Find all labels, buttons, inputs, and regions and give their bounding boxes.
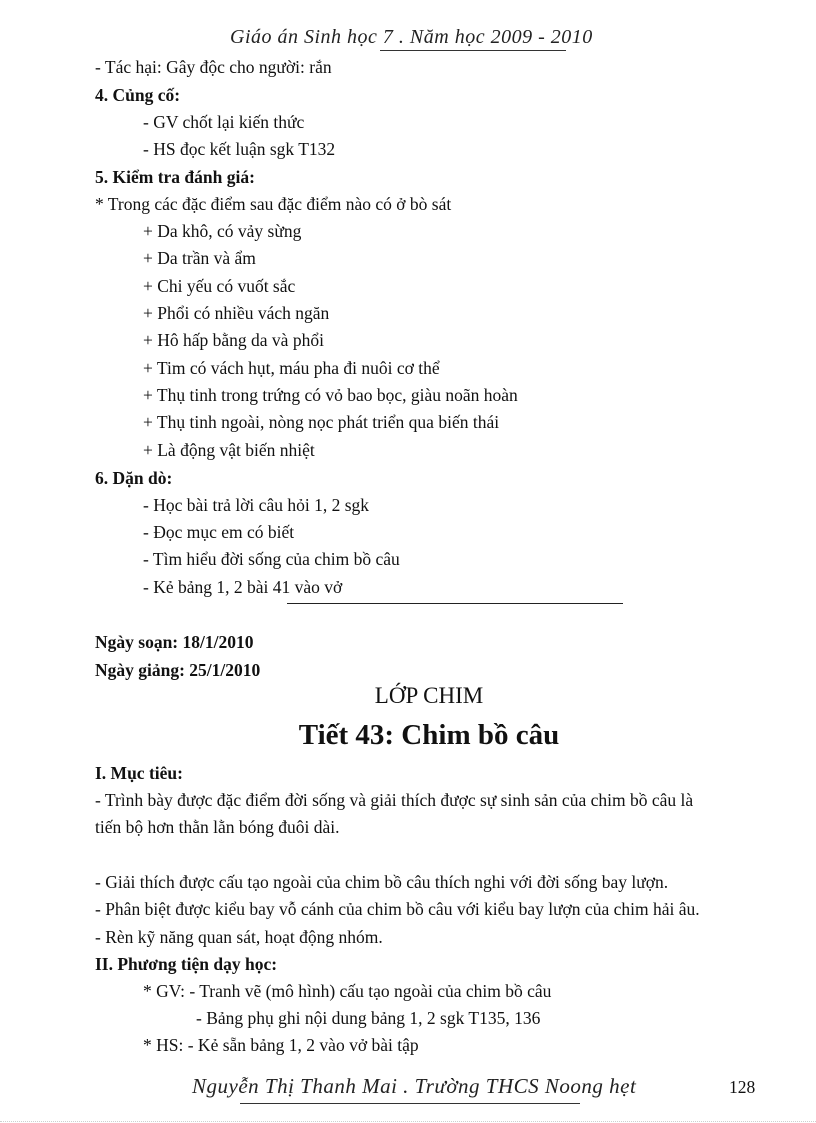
- kiem-tra-item: + Là động vật biến nhiệt: [143, 440, 315, 460]
- muc-tieu-item: - Rèn kỹ năng quan sát, hoạt động nhóm.: [95, 927, 383, 947]
- cung-co-heading: 4. Củng cố:: [95, 85, 181, 105]
- header-underline: [380, 50, 566, 51]
- tac-hai-line: - Tác hại: Gây độc cho người: rắn: [95, 57, 332, 77]
- page-number: 128: [729, 1077, 756, 1097]
- dan-do-item: - Kẻ bảng 1, 2 bài 41 vào vở: [143, 577, 343, 597]
- kiem-tra-item: + Hô hấp bằng da và phổi: [143, 330, 324, 350]
- section-separator: [287, 603, 623, 604]
- kiem-tra-item: + Thụ tinh trong trứng có vỏ bao bọc, giàu noãn hoàn: [143, 385, 518, 405]
- gv-line: * GV: - Tranh vẽ (mô hình) cấu tạo ngoài của chim bồ câu: [143, 981, 552, 1001]
- muc-tieu-item: - Giải thích được cấu tạo ngoài của chim bồ câu thích nghi với đời sống bay lượn.: [95, 872, 669, 892]
- dan-do-item: - Đọc mục em có biết: [143, 522, 295, 542]
- kiem-tra-intro: * Trong các đặc điểm sau đặc điểm nào có ở bò sát: [95, 194, 452, 214]
- kiem-tra-item: + Da khô, có vảy sừng: [143, 221, 302, 241]
- dan-do-item: - Học bài trả lời câu hỏi 1, 2 sgk: [143, 495, 370, 515]
- kiem-tra-item: + Tim có vách hụt, máu pha đi nuôi cơ thể: [143, 358, 440, 378]
- kiem-tra-item: + Phổi có nhiều vách ngăn: [143, 303, 330, 323]
- muc-tieu-heading: I. Mục tiêu:: [95, 763, 183, 783]
- dan-do-item: - Tìm hiểu đời sống của chim bồ câu: [143, 549, 400, 569]
- ngay-giang: Ngày giảng: 25/1/2010: [95, 660, 261, 680]
- kiem-tra-heading: 5. Kiểm tra đánh giá:: [95, 167, 255, 187]
- page-bottom-border: [0, 1121, 816, 1122]
- cung-co-item: - HS đọc kết luận sgk T132: [143, 139, 336, 159]
- kiem-tra-item: + Chi yếu có vuốt sắc: [143, 276, 296, 296]
- page-header: Giáo án Sinh học 7 . Năm học 2009 - 2010: [230, 26, 593, 48]
- hs-line: * HS: - Kẻ sẵn bảng 1, 2 vào vở bài tập: [143, 1035, 419, 1055]
- dan-do-heading: 6. Dặn dò:: [95, 468, 173, 488]
- ngay-soan: Ngày soạn: 18/1/2010: [95, 632, 254, 652]
- muc-tieu-item: - Phân biệt được kiểu bay vỗ cánh của chim bồ câu với kiểu bay lượn của chim hải âu.: [95, 899, 700, 919]
- lesson-title: Tiết 43: Chim bồ câu: [298, 719, 560, 751]
- muc-tieu-line: - Trình bày được đặc điểm đời sống và giải thích được sự sinh sản của chim bồ câu là: [95, 790, 694, 810]
- muc-tieu-line: tiến bộ hơn thằn lằn bóng đuôi dài.: [95, 817, 340, 837]
- class-title: LỚP CHIM: [374, 683, 484, 708]
- kiem-tra-item: + Thụ tinh ngoài, nòng nọc phát triển qua biến thái: [143, 412, 500, 432]
- footer-underline: [240, 1103, 580, 1104]
- kiem-tra-item: + Da trần và ẩm: [143, 248, 256, 268]
- cung-co-item: - GV chốt lại kiến thức: [143, 112, 305, 132]
- page-footer-author: Nguyễn Thị Thanh Mai . Trường THCS Noong hẹt: [192, 1074, 637, 1098]
- phuong-tien-heading: II. Phương tiện dạy học:: [95, 954, 278, 974]
- gv-line: - Bảng phụ ghi nội dung bảng 1, 2 sgk T135, 136: [196, 1008, 541, 1028]
